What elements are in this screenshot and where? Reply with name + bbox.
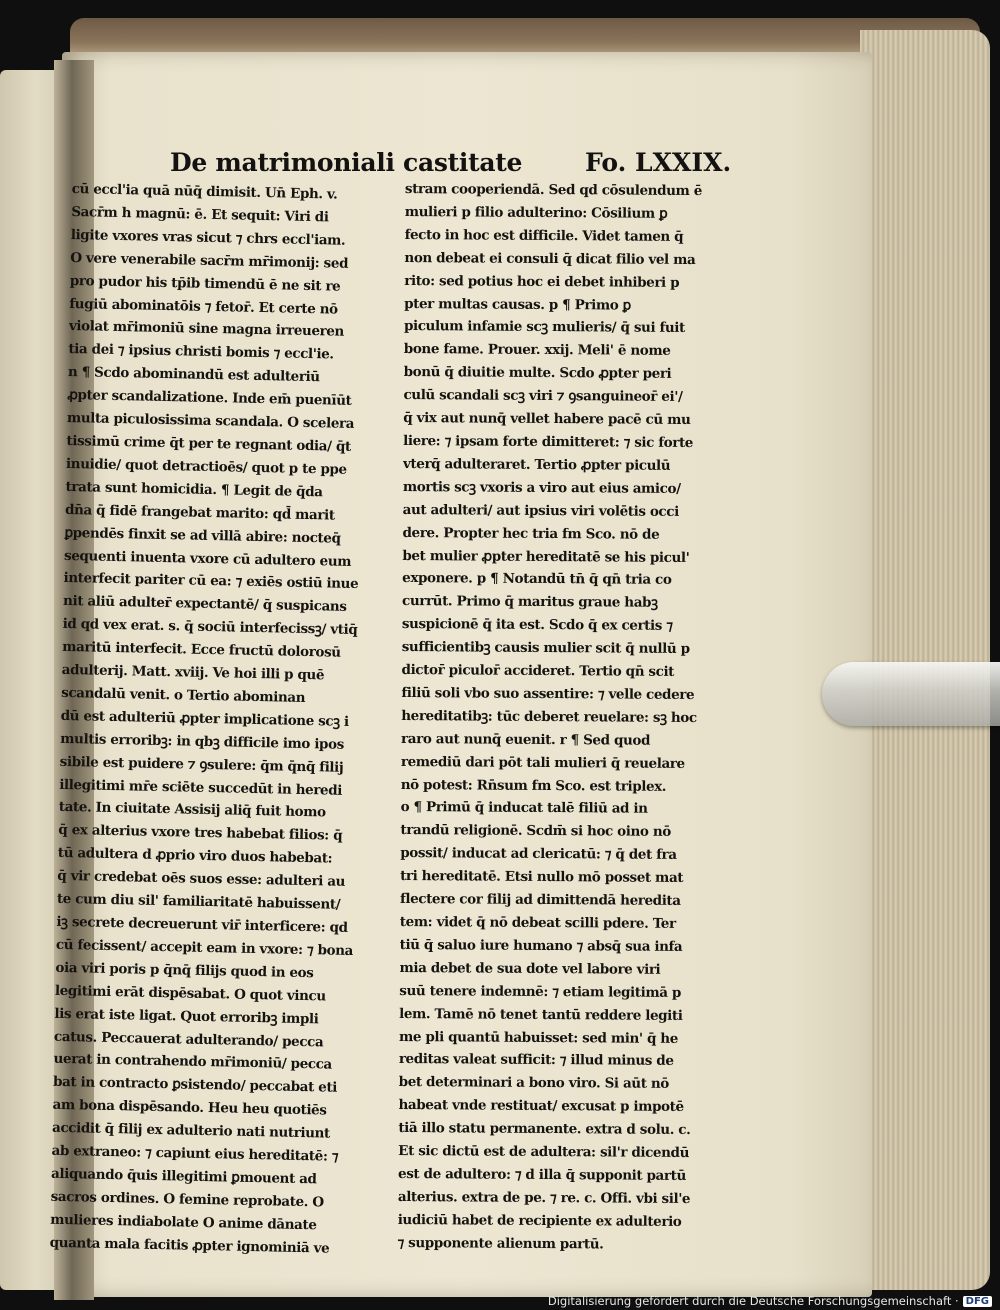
text-line: inuidie/ quot detractioēs/ quot p te ppe: [65, 455, 347, 478]
text-line: illegitimi mr̄e sciēte succedūt in heredi: [59, 776, 343, 799]
text-line: te cum diu sil' familiaritatē habuissent/: [56, 890, 341, 913]
text-line: q̄ vix aut nunq̄ vellet habere pacē cū mu: [403, 410, 691, 429]
text-line: bet mulier ꝓpter hereditatē se his picul': [402, 547, 690, 566]
left-text-column: [49, 178, 391, 1261]
text-line: vterq̄ adulteraret. Tertio ꝓpter piculū: [402, 455, 671, 474]
digitization-credit: [548, 1294, 992, 1308]
text-line: tiā illo statu permanente. extra d solu. c.: [398, 1120, 691, 1139]
text-line: bone fame. Prouer. xxij. Meli' ē nome: [403, 341, 671, 360]
text-line: tri hereditatē. Etsi nullo mō posset mat: [400, 868, 684, 887]
text-line: culū scandali scꝫ viri ⁊ ꝯsanguineor̄ ei'/: [403, 387, 683, 406]
text-line: n ¶ Scdo abominandū est adulteriū: [67, 364, 320, 386]
text-line: dere. Propter hec tria fm Sco. nō de: [402, 524, 660, 543]
text-line: suspicionē q̄ ita est. Scdo q̄ ex certis ⁊: [401, 616, 673, 635]
text-line: bat in contracto ꝑsistendo/ peccabat eti: [52, 1074, 338, 1097]
text-line: ꝓpter scandalizatione. Inde em̄ puenīūt: [67, 387, 352, 410]
text-line: flectere cor filij ad dimittendā heredita: [399, 891, 681, 910]
text-line: trandū religionē. Scdm̄ si hoc oino nō: [400, 822, 671, 841]
text-line: O vere venerabile sacr̄m mr̄imonij: sed: [70, 249, 349, 272]
text-line: filiū soli vbo suo assentire: ⁊ velle cedere: [401, 684, 695, 703]
text-line: accidit q̄ filij ex adulterio nati nutriunt: [51, 1119, 330, 1142]
text-line: exponere. p ¶ Notandū tn̄ q̄ qn̄ tria co: [402, 570, 672, 589]
text-line: raro aut nunq̄ euenit. r ¶ Sed quod: [401, 730, 651, 749]
text-line: lem. Tamē nō tenet tantū reddere legiti: [399, 1005, 683, 1024]
text-line: dū est adulteriū ꝓpter implicatione scꝫ i: [60, 707, 349, 730]
text-line: adulterij. Matt. xviij. Ve hoi illi p quē: [61, 661, 325, 684]
text-line: catus. Peccauerat adulterando/ pecca: [53, 1028, 324, 1050]
text-line: legitimi erāt dispēsabat. O quot vincu: [54, 982, 326, 1005]
text-line: sibile est puidere ⁊ ꝯsulere: q̄m q̄nq̄ filij: [59, 753, 344, 776]
text-line: multis erroribꝫ: in qbꝫ difficile imo ipos: [60, 730, 345, 753]
text-line: sacros ordines. O femine reprobate. O: [50, 1188, 324, 1211]
text-line: o ¶ Primū q̄ inducat talē filiū ad in: [400, 799, 648, 818]
text-line: sequenti inuenta vxore cū adultero eum: [63, 547, 352, 570]
text-line: scandalū venit. o Tertio abominan: [61, 684, 306, 706]
text-line: q̄ vir credebat oēs suos esse: adulteri au: [57, 868, 346, 891]
text-line: tiū q̄ saluo iure humano ⁊ absq̄ sua infa: [399, 936, 683, 955]
text-line: mia debet de sua dote vel labore viri: [399, 959, 661, 978]
text-line: est de adultero: ⁊ d illa q̄ supponit partū: [397, 1165, 686, 1184]
text-line: multa piculosissima scandala. O scelera: [66, 410, 355, 433]
text-line: dictor̄ piculor̄ accideret. Tertio qn̄ scit: [401, 662, 675, 680]
text-line: nit aliū adulter̄ expectantē/ q̄ suspicans: [62, 593, 347, 616]
facing-page-edge: [0, 70, 60, 1290]
text-line: lis erat iste ligat. Quot erroribꝫ impli: [54, 1005, 319, 1027]
text-line: reditas valeat sufficit: ⁊ illud minus de: [398, 1051, 674, 1070]
text-line: habeat vnde restituat/ excusat p impotē: [398, 1097, 684, 1116]
text-line: cū fecissent/ accepit eam in vxore: ⁊ bona: [55, 936, 354, 959]
text-line: aliquando q̄uis illegitimi ꝑmouent ad: [50, 1165, 317, 1188]
text-line: fugiū abominatōis ⁊ fetor̄. Et certe nō: [69, 295, 338, 318]
text-line: iudiciū habet de recipiente ex adulterio: [397, 1211, 682, 1230]
dfg-logo: DFG: [963, 1296, 992, 1307]
text-line: iꝫ secrete decreuerunt vir̄ interficere: qd: [56, 913, 348, 936]
text-line: fecto in hoc est difficile. Videt tamen q̄: [404, 226, 684, 245]
text-line: rito: sed potius hoc ei debet inhiberi p: [404, 272, 680, 291]
page-clip-weight: [822, 662, 1000, 726]
text-line: mulieri p filio adulterino: Cōsilium ꝑ: [404, 203, 668, 222]
text-line: Sacr̄m h magnū: ē. Et sequit: Viri di: [71, 203, 329, 226]
text-line: non debeat ei consuli q̄ dicat filio vel ma: [404, 249, 696, 268]
text-line: tem: videt q̄ nō debeat scilli pdere. Ter: [399, 913, 676, 932]
text-line: sufficientibꝫ causis mulier scit q̄ nullū p: [401, 639, 690, 658]
text-line: possit/ inducat ad clericatū: ⁊ q̄ det fra: [400, 845, 677, 864]
folio-number: Fo. LXXIX.: [585, 148, 732, 177]
running-head: De matrimoniali castitate: [170, 148, 523, 177]
text-line: aut adulteri/ aut ipsius viri volētis occi: [402, 501, 679, 520]
text-line: stram cooperiendā. Sed qd cōsulendum ē: [404, 180, 703, 200]
text-line: bonū q̄ diuitie multe. Scdo ꝓpter peri: [403, 364, 672, 383]
text-line: maritū interfecit. Ecce fructū dolorosū: [62, 639, 341, 661]
text-line: dn̄a q̄ fidē frangebat marito: qd̄ marit: [64, 501, 335, 524]
text-line: tū adultera d ꝓprio viro duos habebat:: [57, 845, 333, 867]
text-line: violat mr̄imoniū sine magna irreueren: [68, 318, 345, 341]
text-line: Et sic dictū est de adultera: sil'r dicendū: [398, 1143, 690, 1162]
text-line: ligite vxores vras sicut ⁊ chrs eccl'iam.: [70, 226, 346, 249]
right-text-column: [397, 178, 743, 1257]
text-line: cū eccl'ia quā nūq̄ dimisit. Un̄ Eph. v.: [71, 180, 338, 203]
text-line: uerat in contrahendo mr̄imoniū/ pecca: [53, 1051, 333, 1074]
text-line: hereditatibꝫ: tūc deberet reuelare: sꝫ hoc: [401, 707, 697, 726]
text-line: piculum infamie scꝫ mulieris/ q̄ sui fuit: [403, 318, 685, 337]
text-line: id qd vex erat. s. q̄ sociū interfecissꝫ/ vtiq̄: [62, 616, 358, 639]
text-line: suū tenere indemnē: ⁊ etiam legitimā p: [399, 982, 682, 1001]
text-line: pro pudor his tp̄ib timendū ē ne sit re: [69, 272, 341, 295]
text-line: me pli quantū habuisset: sed min' q̄ he: [398, 1028, 678, 1047]
text-line: ⁊ supponente alienum partū.: [397, 1234, 604, 1253]
text-line: alterius. extra de pe. ⁊ re. c. Offi. vbi sil'e: [397, 1188, 691, 1207]
text-line: quanta mala facitis ꝓpter ignominiā ve: [49, 1234, 330, 1257]
credit-text: Digitalisierung gefördert durch die Deutsche Forschungsgemeinschaft ·: [547, 1294, 959, 1308]
text-line: q̄ ex alterius vxore tres habebat filios: q̄: [58, 822, 343, 845]
text-line: ab extraneo: ⁊ capiunt eius hereditatē: ⁊: [51, 1142, 339, 1165]
text-line: oia viri poris p q̄nq̄ filijs quod in eos: [55, 959, 314, 982]
text-line: trata sunt homicidia. ¶ Legit de q̄da: [65, 478, 323, 501]
text-line: am bona dispēsando. Heu heu quotiēs: [52, 1097, 327, 1119]
text-line: nō potest: Rn̄sum fm Sco. est triplex.: [400, 776, 667, 795]
text-line: liere: ⁊ ipsam forte dimitteret: ⁊ sic forte: [403, 432, 694, 451]
text-line: tissimū crime q̄t per te regnant odia/ q̄t: [66, 432, 351, 455]
text-line: pter multas causas. p ¶ Primo ꝑ: [404, 295, 631, 314]
text-line: tate. In ciuitate Assisij aliq̄ fuit homo: [58, 799, 326, 821]
text-line: tia dei ⁊ ipsius christi bomis ⁊ eccl'ie.: [68, 341, 334, 363]
page-edges: [860, 30, 990, 1290]
text-line: bet determinari a bono viro. Si aūt nō: [398, 1074, 669, 1093]
text-line: remediū dari pōt tali mulieri q̄ reuelare: [400, 753, 685, 772]
text-line: mortis scꝫ vxoris a viro aut eius amico/: [402, 478, 681, 497]
text-line: mulieres indiabolate O anime dānate: [50, 1211, 317, 1234]
text-line: currūt. Primo q̄ maritus graue habꝫ: [401, 593, 658, 612]
text-line: interfecit pariter cū ea: ⁊ exiēs ostiū inue: [63, 570, 359, 593]
text-line: ꝑpendēs finxit se ad villā abire: nocteq̄: [64, 524, 341, 547]
